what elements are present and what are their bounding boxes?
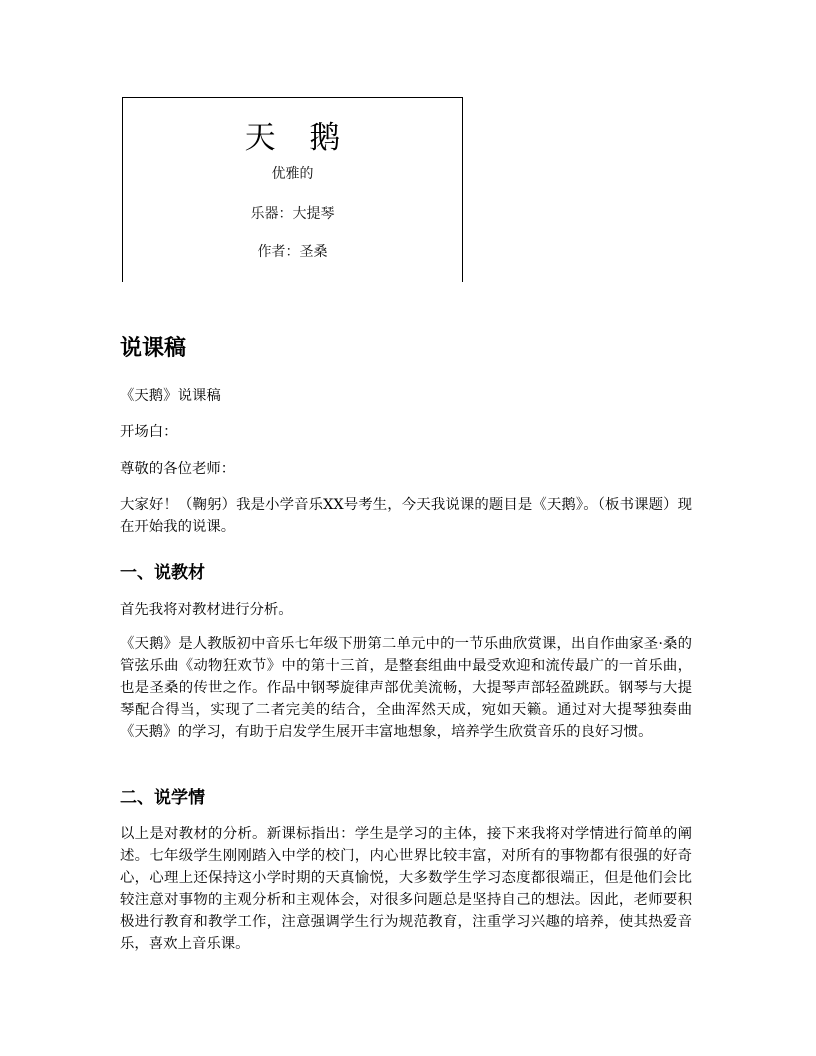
board-line-instrument: 乐器：大提琴 [250,206,335,222]
section1-paragraph-1: 首先我将对教材进行分析。 [120,602,293,618]
board-line-style: 优雅的 [271,166,314,182]
section1-paragraph-2: 《天鹅》是人教版初中音乐七年级下册第二单元中的一节乐曲欣赏课，出自作曲家圣·桑的管弦乐曲《动物狂欢节》中的第十三首，是整套组曲中最受欢迎和流传最广的一首乐曲，也是圣桑的传世之作。作品中钢琴旋律声部优美流畅，大提琴声部轻盈跳跃。钢琴与大提琴配合得当，实现了二者完美的结合，全曲浑然天成，宛如天籁。通过对大提琴独奏曲《天鹅》的学习，有助于启发学生展开丰富地想象，培养学生欣赏音乐的良好习惯。 [120,636,692,740]
section2-paragraph-1: 以上是对教材的分析。新课标指出：学生是学习的主体，接下来我将对学情进行简单的阐述。七年级学生刚刚踏入中学的校门，内心世界比较丰富，对所有的事物都有很强的好奇心，心理上还保持这小学时期的天真愉悦，大多数学生学习态度都很端正，但是他们会比较注意对事物的主观分析和主观体会，对很多问题总是坚持自己的想法。因此，老师要积极进行教育和教学工作，注意强调学生行为规范教育，注重学习兴趣的培养，使其热爱音乐，喜欢上音乐课。 [120,826,692,952]
section1-heading: 一、说教材 [120,563,205,583]
document-title: 说课稿 [120,336,187,361]
intro-paragraph: 大家好！（鞠躬）我是小学音乐XX号考生，今天我说课的题目是《天鹅》。（板书课题）现在开始我的说课。 [120,497,692,535]
board-title: 天 鹅 [244,120,353,156]
board-line-author: 作者：圣桑 [257,244,328,260]
document-subtitle: 《天鹅》说课稿 [120,388,221,404]
section2-heading: 二、说学情 [120,788,205,808]
opening-label: 开场白： [120,424,178,440]
greeting: 尊敬的各位老师： [120,461,236,477]
